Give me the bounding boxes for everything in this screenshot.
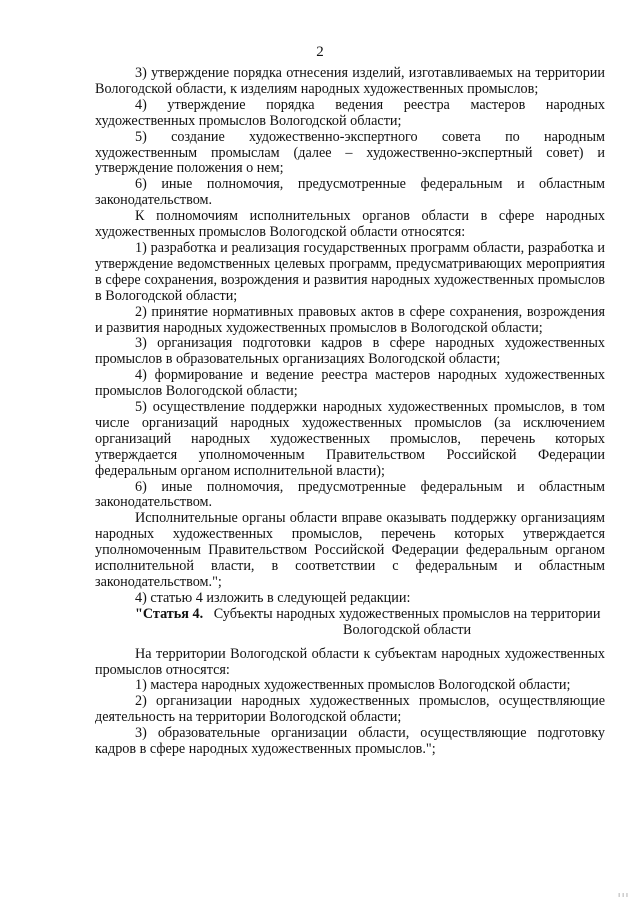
- page-number: 2: [316, 44, 324, 60]
- article-title: Субъекты народных художественных промыслов на территории Вологодской области: [213, 605, 601, 638]
- footer-mark: ııı: [618, 892, 630, 899]
- paragraph: 1) разработка и реализация государственных программ области, разработка и утверждение ведомственных целевых программ, предусматривающих мероприятия в сфере сохранения, возрождения и развития народных художественных промыслов в Вологодской области;: [95, 239, 605, 304]
- paragraph: 3) организация подготовки кадров в сфере народных художественных промыслов в образовательных организациях Вологодской области;: [95, 335, 605, 368]
- article-heading: [95, 607, 605, 639]
- paragraph: К полномочиям исполнительных органов области в сфере народных художественных промыслов Вологодской области относятся:: [95, 208, 605, 241]
- document-body: [95, 66, 605, 758]
- paragraph: 4) утверждение порядка ведения реестра мастеров народных художественных промыслов Вологодской области;: [95, 96, 605, 129]
- paragraph: 6) иные полномочия, предусмотренные федеральным и областным законодательством.: [95, 176, 605, 209]
- paragraph: Исполнительные органы области вправе оказывать поддержку организациям народных художественных промыслов, перечень которых утверждается уполномоченным Правительством Российской Федерации федеральным органом исполнительной власти, в соответствии с федеральным и областным законодательством.";: [95, 510, 605, 590]
- paragraph: 2) организации народных художественных промыслов, осуществляющие деятельность на территории Вологодской области;: [95, 693, 605, 726]
- paragraph: 6) иные полномочия, предусмотренные федеральным и областным законодательством.: [95, 478, 605, 511]
- paragraph: 2) принятие нормативных правовых актов в сфере сохранения, возрождения и развития народных художественных промыслов в Вологодской области;: [95, 303, 605, 336]
- paragraph: 3) образовательные организации области, осуществляющие подготовку кадров в сфере народных художественных промыслов.";: [95, 725, 605, 758]
- article-label: "Статья 4.: [135, 605, 204, 622]
- paragraph: 5) осуществление поддержки народных художественных промыслов, в том числе организаций народных художественных промыслов (за исключением организаций народных художественных промыслов, перечень которых утверждается уполномоченным Правительством Российской Федерации федеральным органом исполнительной власти);: [95, 399, 605, 479]
- paragraph: 1) мастера народных художественных промыслов Вологодской области;: [135, 677, 571, 694]
- paragraph: 5) создание художественно-экспертного совета по народным художественным промыслам (далее – художественно-экспертный совет) и утверждение положения о нем;: [95, 128, 605, 177]
- paragraph: 4) формирование и ведение реестра мастеров народных художественных промыслов Вологодской области;: [95, 367, 605, 400]
- paragraph: 3) утверждение порядка отнесения изделий, изготавливаемых на территории Вологодской области, к изделиям народных художественных промыслов;: [95, 65, 605, 97]
- paragraph: 4) статью 4 изложить в следующей редакции:: [135, 589, 411, 606]
- paragraph: На территории Вологодской области к субъектам народных художественных промыслов относятся:: [95, 645, 605, 678]
